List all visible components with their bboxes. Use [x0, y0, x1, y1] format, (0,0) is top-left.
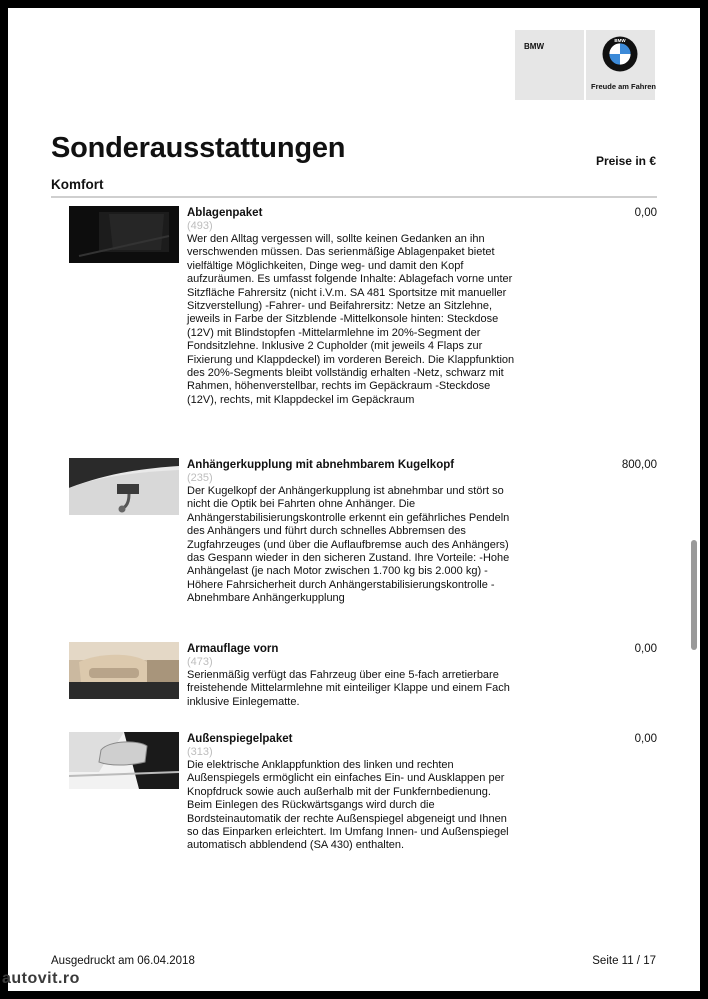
logo-divider: [584, 30, 586, 100]
bmw-emblem-icon: [602, 36, 638, 72]
section-rule: [51, 196, 657, 198]
item-code: (493): [187, 220, 213, 232]
item-body: [187, 732, 517, 853]
item-description: Die elektrische Anklappfunktion des linken und rechten Außenspiegels ermöglicht ein einfaches Ein- und Ausklappen per Knopfdruck sowie auch außerhalb mit der Funkfernbedienung. Beim Einlegen des Rückwärtsgangs wird durch die Bordsteinautomatik der rechte Außenspiegel abgeneigt und Ihnen so das Einparken erleichtert. Im Umfang Innen- und Außenspiegel automatisch abblendend (SA 430) enthalten.: [187, 759, 509, 852]
item-description: Der Kugelkopf der Anhängerkupplung ist abnehmbar und stört so nicht die Optik bei Fahrten ohne Anhänger. Die Anhängerstabilisierungskontrolle erkennt ein gefährliches Pendeln des Anhängers und führt durch schnelles Abbremsen des Zugfahrzeuges (und über die Auflaufbremse auch des Anhängers) das Gespann wieder in den sicheren Zustand. Ihre Vorteile: -Hohe Anhängelast (je nach Motor zwischen 1.700 kg bis 2.000 kg) -Höhere Fahrsicherheit durch Anhängerstabilisierungskontrolle -Abnehmbare Anhängerkupplung: [187, 485, 510, 605]
item-name: Außenspiegelpaket: [187, 733, 293, 745]
item-price: 0,00: [634, 643, 657, 655]
item-body: [187, 458, 517, 606]
item-name: Anhängerkupplung mit abnehmbarem Kugelkopf: [187, 459, 455, 471]
section-heading: Komfort: [51, 177, 104, 192]
brand-slogan: Freude am Fahren: [591, 82, 657, 91]
page-number: Seite 11 / 17: [592, 955, 656, 967]
item-body: [187, 642, 517, 709]
item-code: (235): [187, 472, 213, 484]
watermark-text: autovit.ro: [2, 970, 80, 987]
item-price: 0,00: [634, 207, 657, 219]
item-thumbnail: [69, 732, 179, 789]
item-thumbnail: [69, 458, 179, 515]
item-code: (473): [187, 656, 213, 668]
price-header: Preise in €: [595, 154, 656, 168]
item-description: Serienmäßig verfügt das Fahrzeug über eine 5-fach arretierbare freistehende Mittelarmlehne mit einteiliger Klappe und einem Fach inklusive Einlegematte.: [187, 669, 510, 708]
brand-logo-box: [515, 30, 655, 100]
item-thumbnail: [69, 642, 179, 699]
item-name: Ablagenpaket: [187, 207, 263, 219]
document-page: [8, 8, 700, 991]
scrollbar[interactable]: [691, 540, 697, 650]
item-code: (313): [187, 746, 213, 758]
item-price: 800,00: [621, 459, 657, 471]
item-name: Armauflage vorn: [187, 643, 279, 655]
item-description: Wer den Alltag vergessen will, sollte keinen Gedanken an ihn verschwenden müssen. Das serienmäßige Ablagenpaket bietet vielfältige Möglichkeiten, Dinge weg- und damit den Kopf aufzuräumen. Es umfasst folgende Inhalte: Ablagefach vorne unter Sitzfläche Fahrersitz (nicht i.V.m. SA 481 Sportsitze mit manueller Sitzverstellung) -Fahrer- und Beifahrersitz: Netze an Sitzlehne, jeweils in Farbe der Sitzblende -Mittelkonsole hinten: Steckdose (12V) mit Blindstopfen -Mittelarmlehne im 20%-Segment der Fondsitzlehne. Inklusive 2 Cupholder (mit jeweils 4 Flaps zur Fixierung und Klappdeckel) im vorderen Bereich. Die Klappfunktion des 20%-Segments bleibt vollständig erhalten -Netz, schwarz mit Rahmen, höhenverstellbar, rechts im Gepäckraum -Steckdose (12V), rechts, mit Klappdeckel im Gepäckraum: [187, 233, 515, 406]
brand-name: BMW: [524, 42, 544, 51]
item-thumbnail: [69, 206, 179, 263]
item-body: [187, 206, 517, 407]
print-date: Ausgedruckt am 06.04.2018: [51, 955, 195, 967]
emblem-letters: BMW: [614, 38, 626, 43]
page-title: Sonderausstattungen: [51, 132, 346, 164]
item-price: 0,00: [634, 733, 657, 745]
